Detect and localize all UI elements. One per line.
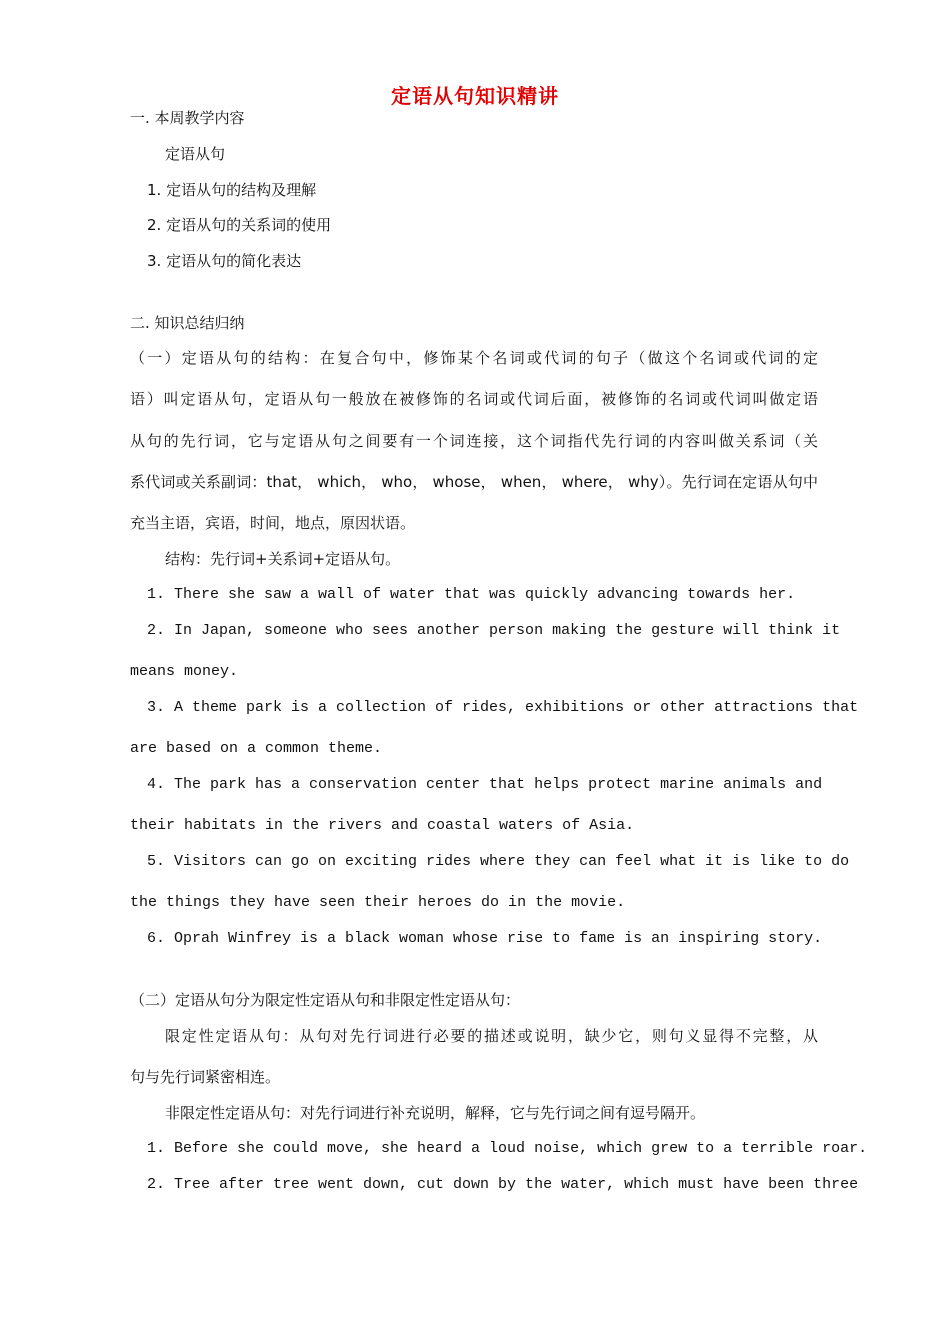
paragraph-line: 充当主语，宾语，时间，地点，原因状语。 — [130, 514, 416, 532]
structure-formula: 结构：先行词+关系词+定语从句。 — [165, 550, 401, 568]
example-sentence: means money. — [130, 663, 239, 680]
paragraph-line: 系代词或关系副词：that， which， who， whose， when， where， why）。先行词在定语从句中 — [130, 473, 818, 491]
paragraph-line: 句与先行词紧密相连。 — [130, 1068, 281, 1086]
example-sentence: 2. In Japan, someone who sees another person making the gesture will think it — [147, 622, 841, 639]
part2-heading: （二）定语从句分为限定性定语从句和非限定性定语从句： — [130, 991, 521, 1009]
paragraph-line: 限定性定语从句：从句对先行词进行必要的描述或说明，缺少它，则句义显得不完整，从 — [165, 1027, 818, 1045]
section1-item: 2. 定语从句的关系词的使用 — [147, 216, 332, 234]
example-sentence: 2. Tree after tree went down, cut down by the water, which must have been three — [147, 1176, 859, 1193]
paragraph-line: 从句的先行词，它与定语从句之间要有一个词连接，这个词指代先行词的内容叫做关系词（关 — [130, 432, 818, 450]
example-sentence: 1. Before she could move, she heard a loud noise, which grew to a terrible roar. — [147, 1140, 868, 1157]
example-sentence: are based on a common theme. — [130, 740, 383, 757]
example-sentence: 6. Oprah Winfrey is a black woman whose rise to fame is an inspiring story. — [147, 930, 823, 947]
paragraph-line: （一）定语从句的结构：在复合句中，修饰某个名词或代词的句子（做这个名词或代词的定 — [130, 349, 818, 367]
example-sentence: 5. Visitors can go on exciting rides where they can feel what it is like to do — [147, 853, 850, 870]
example-sentence: 4. The park has a conservation center that helps protect marine animals and — [147, 776, 823, 793]
section1-item: 3. 定语从句的简化表达 — [147, 252, 302, 270]
example-sentence: 1. There she saw a wall of water that was quickly advancing towards her. — [147, 586, 796, 603]
section1-item: 1. 定语从句的结构及理解 — [147, 181, 317, 199]
example-sentence: the things they have seen their heroes do in the movie. — [130, 894, 626, 911]
section1-topic: 定语从句 — [165, 145, 226, 163]
example-sentence: their habitats in the rivers and coastal waters of Asia. — [130, 817, 635, 834]
example-sentence: 3. A theme park is a collection of rides, exhibitions or other attractions that — [147, 699, 859, 716]
paragraph-line: 语）叫定语从句，定语从句一般放在被修饰的名词或代词后面，被修饰的名词或代词叫做定语 — [130, 390, 818, 408]
page-title: 定语从句知识精讲 — [391, 84, 559, 108]
section1-heading: 一. 本周教学内容 — [130, 109, 245, 127]
paragraph-line: 非限定性定语从句：对先行词进行补充说明，解释，它与先行词之间有逗号隔开。 — [165, 1104, 706, 1122]
section2-heading: 二. 知识总结归纳 — [130, 314, 245, 332]
